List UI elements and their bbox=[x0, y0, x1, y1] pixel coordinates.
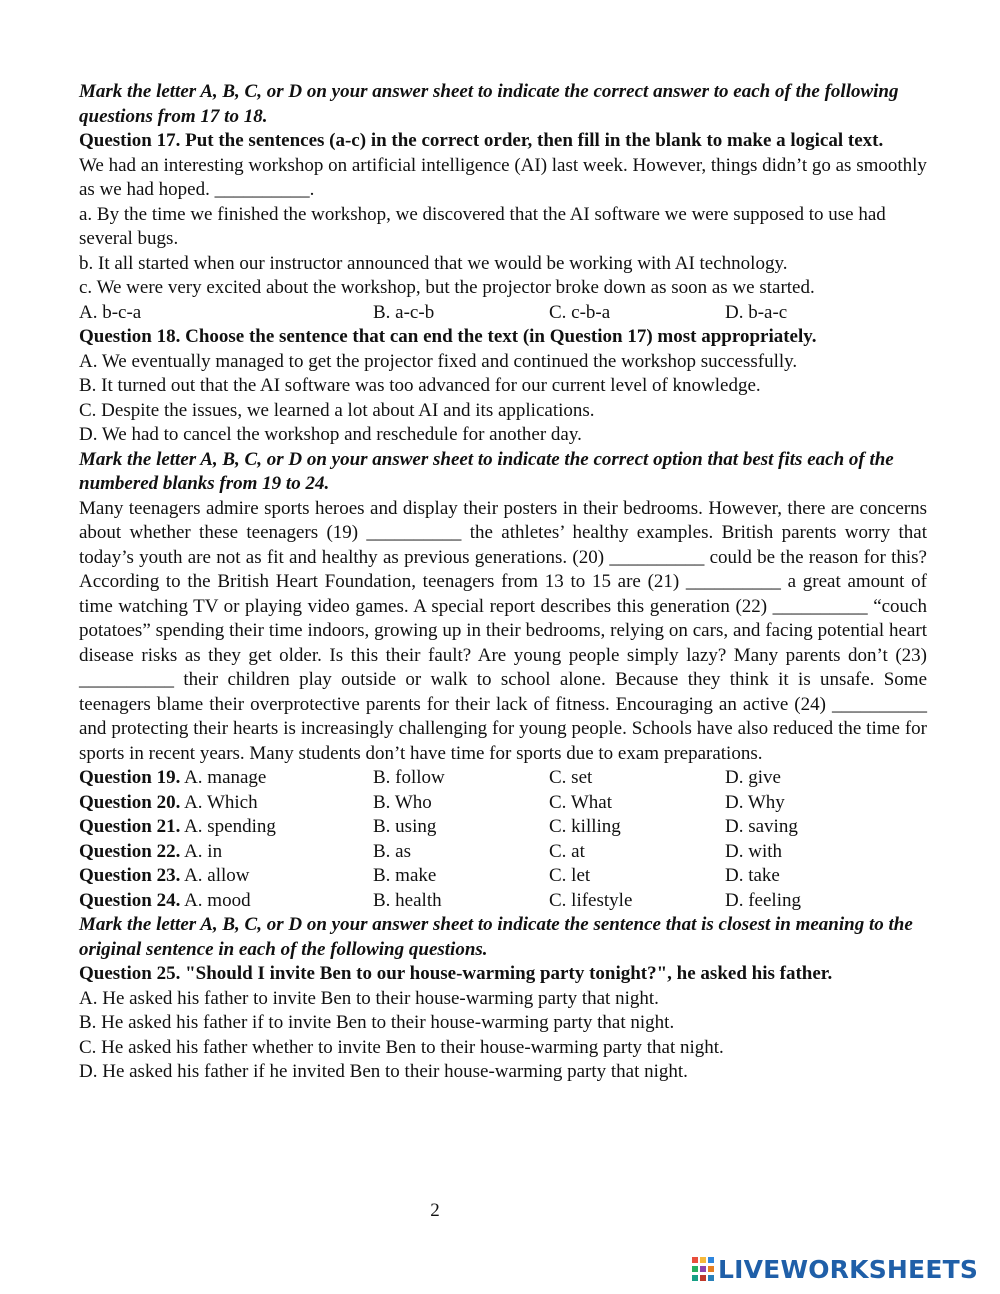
option-d[interactable]: D. feeling bbox=[725, 889, 801, 911]
option-c[interactable]: C. Despite the issues, we learned a lot about AI and its applications. bbox=[79, 399, 595, 421]
option-b[interactable]: B. a-c-b bbox=[373, 301, 435, 323]
question-17-options bbox=[79, 301, 927, 326]
option-d[interactable]: D. He asked his father if he invited Ben to their house-warming party that night. bbox=[79, 1061, 688, 1082]
question-label: Question 22. bbox=[79, 840, 181, 862]
option-a[interactable]: A. mood bbox=[184, 889, 251, 911]
question-row bbox=[79, 864, 927, 889]
sentence-b: b. It all started when our instructor announced that we would be working with AI technology. bbox=[79, 252, 788, 274]
sentence-a: a. By the time we finished the workshop, we discovered that the AI software we were supposed to use had several bugs. bbox=[79, 203, 886, 249]
page-number: 2 bbox=[430, 1200, 440, 1221]
option-c[interactable]: C. He asked his father whether to invite Ben to their house-warming party that night. bbox=[79, 1036, 724, 1058]
option-b[interactable]: B. as bbox=[373, 840, 411, 862]
option-d[interactable]: D. saving bbox=[725, 816, 798, 837]
section3-instruction: Mark the letter A, B, C, or D on your answer sheet to indicate the sentence that is closest in meaning to the original sentence in each of the following questions. bbox=[79, 914, 913, 960]
question-label: Question 21. bbox=[79, 816, 181, 837]
option-b[interactable]: B. Who bbox=[373, 791, 432, 813]
question-row bbox=[79, 791, 927, 816]
option-b[interactable]: B. make bbox=[373, 865, 437, 886]
question-row bbox=[79, 815, 927, 840]
option-a[interactable]: A. spending bbox=[184, 816, 276, 837]
option-b[interactable]: B. using bbox=[373, 816, 437, 837]
question-row bbox=[79, 840, 927, 865]
option-c[interactable]: C. c-b-a bbox=[549, 301, 611, 323]
option-a[interactable]: A. in bbox=[184, 840, 223, 862]
option-b[interactable]: B. health bbox=[373, 889, 442, 911]
option-d[interactable]: D. give bbox=[725, 767, 781, 788]
option-d[interactable]: D. b-a-c bbox=[725, 301, 788, 323]
question-label: Question 20. bbox=[79, 791, 181, 813]
sentence-c: c. We were very excited about the workshop, but the projector broke down as soon as we started. bbox=[79, 277, 815, 298]
liveworksheets-logo[interactable] bbox=[692, 1254, 978, 1284]
question-row bbox=[79, 766, 927, 791]
option-c[interactable]: C. What bbox=[549, 791, 612, 813]
logo-text: LIVEWORKSHEETS bbox=[718, 1254, 979, 1284]
question-label: Question 23. bbox=[79, 865, 181, 886]
option-a[interactable]: A. We eventually managed to get the projector fixed and continued the workshop successfully. bbox=[79, 350, 798, 372]
question-25-heading: Question 25. "Should I invite Ben to our house-warming party tonight?", he asked his father. bbox=[79, 963, 833, 984]
option-c[interactable]: C. killing bbox=[549, 816, 621, 837]
option-a[interactable]: A. b-c-a bbox=[79, 301, 142, 323]
option-b[interactable]: B. It turned out that the AI software was too advanced for our current level of knowledge. bbox=[79, 375, 761, 396]
option-d[interactable]: D. with bbox=[725, 840, 782, 862]
option-a[interactable]: A. Which bbox=[184, 791, 258, 813]
option-c[interactable]: C. let bbox=[549, 865, 591, 886]
question-label: Question 24. bbox=[79, 889, 181, 911]
question-label: Question 19. bbox=[79, 767, 181, 788]
question-17-passage: We had an interesting workshop on artificial intelligence (AI) last week. However, things didn’t go as smoothly as we had hoped. __________. bbox=[79, 154, 927, 200]
option-c[interactable]: C. at bbox=[549, 840, 585, 862]
option-a[interactable]: A. allow bbox=[184, 865, 250, 886]
section2-instruction: Mark the letter A, B, C, or D on your answer sheet to indicate the correct option that best fits each of the numbered blanks from 19 to 24. bbox=[79, 448, 894, 494]
option-c[interactable]: C. set bbox=[549, 767, 593, 788]
option-d[interactable]: D. take bbox=[725, 865, 780, 886]
option-a[interactable]: A. He asked his father to invite Ben to their house-warming party that night. bbox=[79, 987, 659, 1009]
option-d[interactable]: D. We had to cancel the workshop and reschedule for another day. bbox=[79, 424, 582, 445]
option-a[interactable]: A. manage bbox=[184, 767, 267, 788]
section1-instruction: Mark the letter A, B, C, or D on your answer sheet to indicate the correct answer to each of the following questions from 17 to 18. bbox=[79, 81, 899, 127]
option-b[interactable]: B. follow bbox=[373, 767, 445, 788]
option-b[interactable]: B. He asked his father if to invite Ben to their house-warming party that night. bbox=[79, 1012, 675, 1033]
cloze-passage: Many teenagers admire sports heroes and display their posters in their bedrooms. However, there are concerns about whether these teenagers (19) __________ the athletes’ healthy examples. British parents worry that today’s youth are not as fit and healthy as previous generations. (20) __________ could be the reason for this? According to the British Heart Foundation, teenagers from 13 to 15 are (21) __________ a great amount of time watching TV or playing video games. A special report describes this generation (22) __________ “couch potatoes” spending their time indoors, growing up in their bedrooms, relying on cars, and facing potential heart disease risks as they get older. Is this their fault? Are young people simply lazy? Many parents don’t (23) __________ their children play outside or walk to school alone. Because they think it is unsafe. Some teenagers blame their overprotective parents for their lack of fitness. Encouraging an active (24) __________ and protecting their hearts is increasingly challenging for young people. Schools have also reduced the time for sports in recent years. Many students don’t have time for sports due to exam preparations. bbox=[79, 497, 927, 764]
question-18-heading: Question 18. Choose the sentence that can end the text (in Question 17) most appropriately. bbox=[79, 326, 817, 347]
option-c[interactable]: C. lifestyle bbox=[549, 889, 633, 911]
question-17-heading: Question 17. Put the sentences (a-c) in the correct order, then fill in the blank to make a logical text. bbox=[79, 130, 884, 151]
liveworksheets-logo-icon bbox=[692, 1257, 714, 1281]
worksheet-page bbox=[79, 80, 927, 1085]
option-d[interactable]: D. Why bbox=[725, 791, 785, 813]
question-row bbox=[79, 889, 927, 914]
